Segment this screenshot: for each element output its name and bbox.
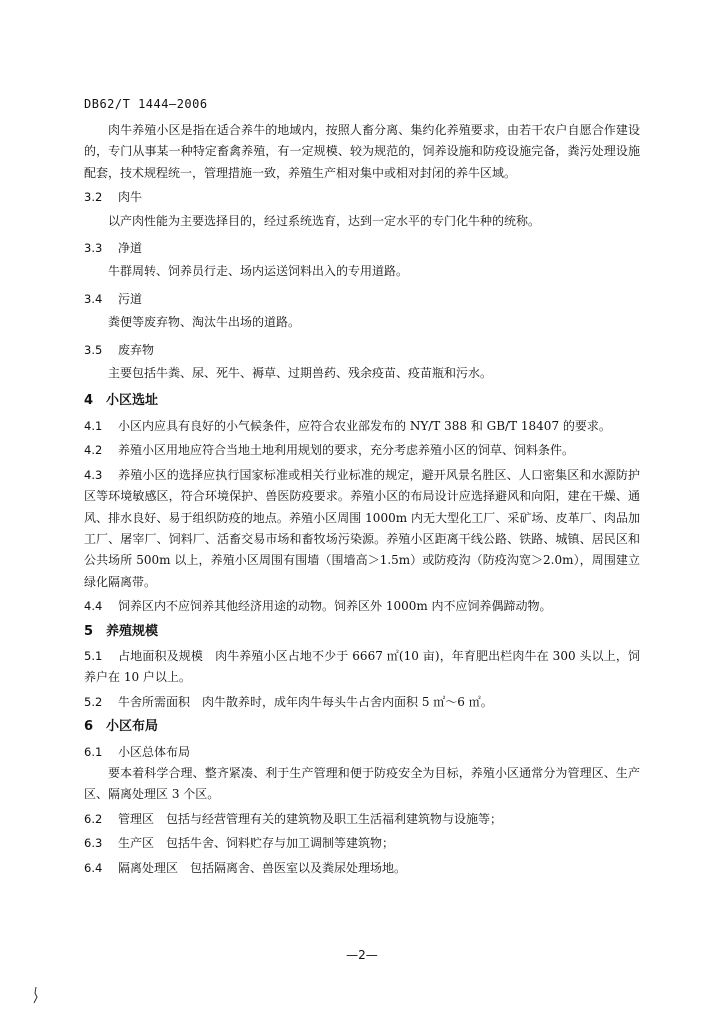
definition-term: 肉牛 xyxy=(118,190,143,205)
clause-text: 包括与经营管理有关的建筑物及职工生活福利建筑物与设施等； xyxy=(166,811,503,826)
clause-text: 养殖小区用地应符合当地土地利用规划的要求，充分考虑养殖小区的饲草、饲料条件。 xyxy=(118,443,575,458)
definition-term: 废弃物 xyxy=(118,342,155,357)
clause-number: 3.2 xyxy=(84,190,103,205)
clause-4-4 xyxy=(84,596,640,617)
clause-6-1-text: 要本着科学合理、整齐紧凑、利于生产管理和便于防疫安全为目标，养殖小区通常分为管理区、生产区、隔离处理区 3 个区。 xyxy=(84,765,640,802)
definition-text: 主要包括牛粪、尿、死牛、褥草、过期兽药、残余疫苗、疫苗瓶和污水。 xyxy=(108,366,493,381)
clause-6-4 xyxy=(84,858,640,879)
clause-number: 4.4 xyxy=(84,599,103,614)
section-title: 小区布局 xyxy=(106,719,159,735)
clause-6-3 xyxy=(84,833,640,854)
clause-text: 肉牛养殖小区占地不少于 6667 ㎡(10 亩)，年育肥出栏肉牛在 300 头以上，饲养户在 10 户以上。 xyxy=(84,648,640,685)
definition-text: 以产肉性能为主要选择目的，经过系统选育，达到一定水平的专门化牛种的统称。 xyxy=(108,213,541,228)
clause-4-3 xyxy=(84,465,640,593)
clause-heading: 生产区 xyxy=(118,836,155,851)
clause-text: 小区内应具有良好的小气候条件，应符合农业部发布的 NY/T 388 和 GB/T 18407 的要求。 xyxy=(118,418,611,433)
section-title: 养殖规模 xyxy=(106,623,159,639)
clause-number: 6.3 xyxy=(84,836,103,851)
clause-number: 3.3 xyxy=(84,241,103,256)
definition-term: 净道 xyxy=(118,241,143,256)
clause-number: 5.1 xyxy=(84,648,103,663)
clause-text: 肉牛散养时，成年肉牛每头牛占舍内面积 5 ㎡～6 ㎡。 xyxy=(202,694,493,709)
section-6-heading xyxy=(84,716,640,737)
section-title: 小区选址 xyxy=(106,393,159,409)
clause-heading: 占地面积及规模 xyxy=(118,648,203,663)
clause-heading: 牛舍所需面积 xyxy=(118,694,191,709)
page-number: —2— xyxy=(346,948,378,962)
clause-6-1-heading xyxy=(84,742,640,763)
clause-heading: 小区总体布局 xyxy=(118,744,191,759)
clause-number: 6.2 xyxy=(84,811,103,826)
clause-text: 养殖小区的选择应执行国家标准或相关行业标准的规定，避开风景名胜区、人口密集区和水源防护区等环境敏感区，符合环境保护、兽医防疫要求。养殖小区的布局设计应选择避风和向阳，建在干燥、通风、排水良好、易于组织防疫的地点。养殖小区周围 1000m 内无大型化工厂、采矿场、皮革厂、肉品加工厂、屠宰厂、饲料厂、活畜交易市场和畜牧场污染源。养殖小区距离干线公路、铁路、城镇、居民区和公共场所 500m 以上，养殖小区周围有围墙（围墙高＞1.5m）或防疫沟（防疫沟宽＞2.0m），周围建立绿化隔离带。 xyxy=(84,467,640,589)
clause-number: 4.1 xyxy=(84,418,103,433)
definition-3-4 xyxy=(84,289,640,334)
clause-5-1 xyxy=(84,646,640,689)
definition-3-5 xyxy=(84,340,640,385)
clause-number: 4.3 xyxy=(84,467,103,482)
clause-6-2 xyxy=(84,809,640,830)
section-number: 6 xyxy=(84,719,94,735)
clause-number: 4.2 xyxy=(84,443,103,458)
clause-number: 6.1 xyxy=(84,744,103,759)
section-5-heading xyxy=(84,621,640,642)
clause-4-1 xyxy=(84,416,640,437)
clause-number: 3.5 xyxy=(84,342,103,357)
section-4-heading xyxy=(84,390,640,411)
clause-heading: 隔离处理区 xyxy=(118,860,179,875)
definition-text: 粪便等废弃物、淘汰牛出场的道路。 xyxy=(108,315,301,330)
clause-number: 6.4 xyxy=(84,860,103,875)
clause-text: 饲养区内不应饲养其他经济用途的动物。饲养区外 1000m 内不应饲养偶蹄动物。 xyxy=(118,599,552,614)
clause-heading: 管理区 xyxy=(118,811,155,826)
clause-number: 5.2 xyxy=(84,694,103,709)
standard-code: DB62/T 1444—2006 xyxy=(84,97,208,111)
clause-text: 包括牛舍、饲料贮存与加工调制等建筑物； xyxy=(166,836,395,851)
clause-number: 3.4 xyxy=(84,291,103,306)
clause-text: 包括隔离舍、兽医室以及粪尿处理场地。 xyxy=(190,860,407,875)
section-number: 4 xyxy=(84,393,94,409)
document-body xyxy=(84,120,640,882)
definition-term: 污道 xyxy=(118,291,143,306)
section-number: 5 xyxy=(84,623,94,639)
definition-text: 牛群周转、饲养员行走、场内运送饲料出入的专用道路。 xyxy=(108,264,409,279)
clause-4-2 xyxy=(84,440,640,461)
definition-3-3 xyxy=(84,238,640,283)
intro-paragraph: 肉牛养殖小区是指在适合养牛的地域内，按照人畜分离、集约化养殖要求，由若干农户自愿合作建设的，专门从事某一种特定畜禽养殖，有一定规模、较为规范的，饲养设施和防疫设施完备，粪污处理设施配套，技术规程统一，管理措施一致，养殖生产相对集中或相对封闭的养牛区域。 xyxy=(84,123,640,180)
definition-3-2 xyxy=(84,187,640,232)
scan-mark-icon xyxy=(30,985,42,1005)
clause-5-2 xyxy=(84,692,640,713)
